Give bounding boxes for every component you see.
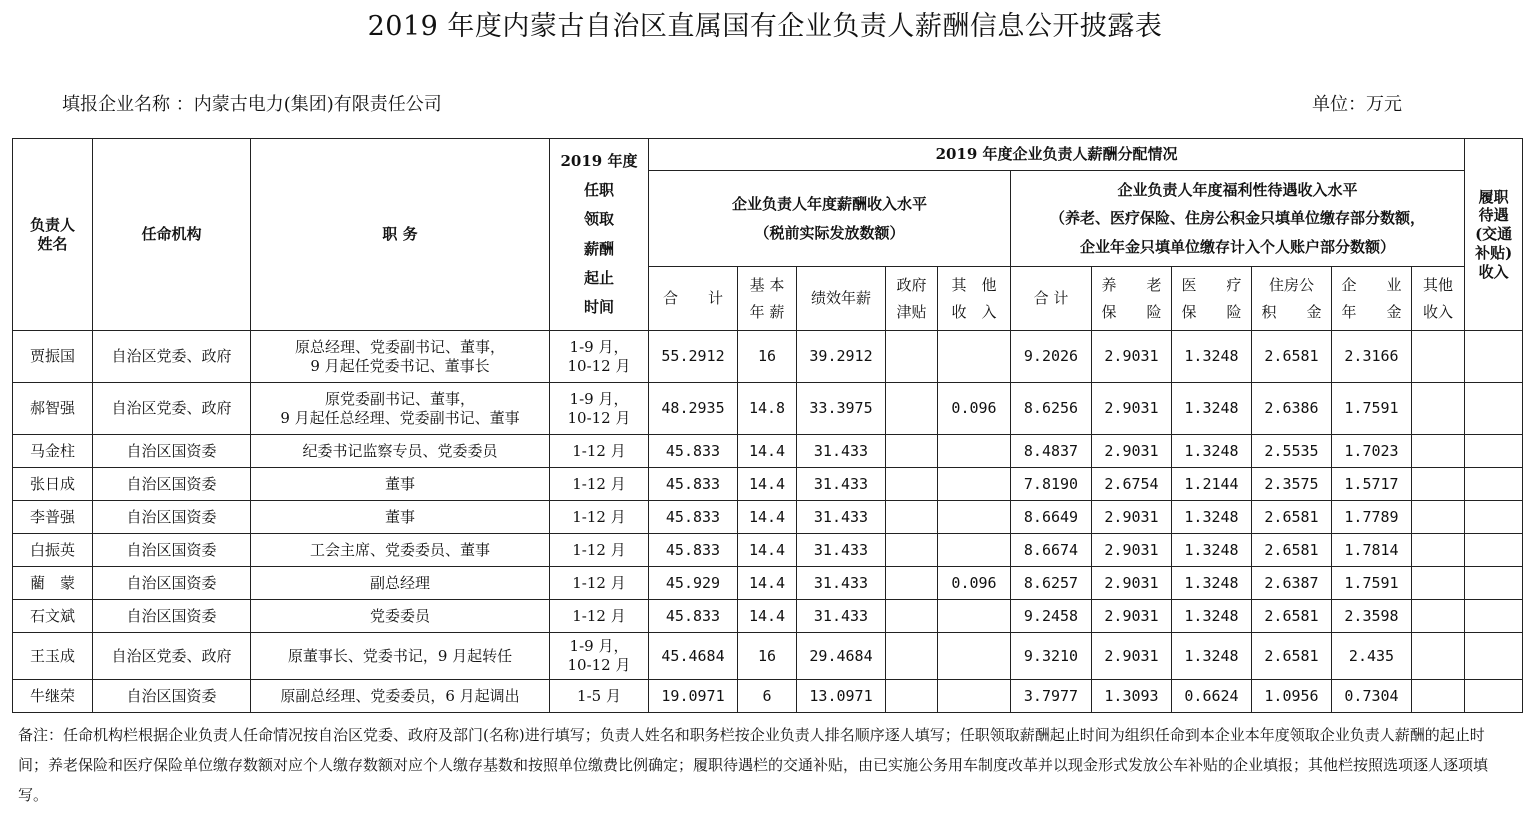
salary-total-cell: 45.833	[649, 501, 738, 534]
housing-fund-cell: 1.0956	[1252, 680, 1332, 713]
gov-allowance-cell	[886, 501, 938, 534]
other-income-cell	[938, 680, 1011, 713]
welfare-total-cell: 7.8190	[1011, 468, 1092, 501]
housing-fund-cell: 2.6581	[1252, 501, 1332, 534]
name-cell: 王玉成	[13, 633, 93, 680]
company-name: 填报企业名称 ：内蒙古电力(集团)有限责任公司	[62, 94, 442, 115]
position-cell-line: 9 月起任党委书记、董事长	[310, 356, 490, 375]
org-cell: 自治区党委、政府	[93, 383, 251, 435]
position-cell-line: 原副总经理、党委委员，6 月起调出	[280, 686, 520, 705]
performance-salary-cell: 33.3975	[797, 383, 886, 435]
housing-fund-cell: 2.6387	[1252, 567, 1332, 600]
header-welfare-other: 其他 收入	[1412, 267, 1465, 331]
period-cell-line: 1-12 月	[572, 573, 626, 592]
org-cell: 自治区党委、政府	[93, 633, 251, 680]
welfare-total-cell: 8.6257	[1011, 567, 1092, 600]
medical-cell: 1.3248	[1172, 331, 1252, 383]
table-header	[13, 139, 1523, 331]
base-salary-cell: 14.4	[738, 435, 797, 468]
pension-cell: 2.9031	[1092, 600, 1172, 633]
pension-cell: 2.9031	[1092, 383, 1172, 435]
base-salary-cell: 14.4	[738, 501, 797, 534]
position-cell-line: 副总经理	[369, 573, 430, 592]
allowance-cell	[1465, 435, 1523, 468]
performance-salary-cell: 39.2912	[797, 331, 886, 383]
medical-cell: 1.3248	[1172, 567, 1252, 600]
table-row	[13, 501, 1523, 534]
header-salary-group: 企业负责人年度薪酬收入水平 （税前实际发放数额）	[649, 171, 1011, 267]
pension-cell: 1.3093	[1092, 680, 1172, 713]
annuity-cell: 1.7789	[1332, 501, 1412, 534]
annuity-cell: 1.7814	[1332, 534, 1412, 567]
gov-allowance-cell	[886, 468, 938, 501]
position-cell-line: 原党委副书记、董事，	[324, 389, 475, 408]
base-salary-cell: 14.4	[738, 468, 797, 501]
position-cell	[251, 468, 550, 501]
other-income-cell	[938, 331, 1011, 383]
gov-allowance-cell	[886, 633, 938, 680]
welfare-other-cell	[1412, 435, 1465, 468]
name-cell: 牛继荣	[13, 680, 93, 713]
position-cell-line: 原董事长、党委书记，9 月起转任	[287, 646, 513, 665]
table-row	[13, 331, 1523, 383]
header-distribution: 2019 年度企业负责人薪酬分配情况	[649, 139, 1465, 171]
welfare-other-cell	[1412, 534, 1465, 567]
org-cell: 自治区国资委	[93, 680, 251, 713]
org-cell: 自治区国资委	[93, 468, 251, 501]
allowance-cell	[1465, 680, 1523, 713]
salary-total-cell: 45.833	[649, 468, 738, 501]
org-cell: 自治区国资委	[93, 501, 251, 534]
housing-fund-cell: 2.6386	[1252, 383, 1332, 435]
period-cell-line: 1-5 月	[577, 686, 621, 705]
header-medical: 医 疗 保 险	[1172, 267, 1252, 331]
header-other-income: 其 他 收 入	[938, 267, 1011, 331]
salary-total-cell: 48.2935	[649, 383, 738, 435]
housing-fund-cell: 2.6581	[1252, 633, 1332, 680]
salary-total-cell: 19.0971	[649, 680, 738, 713]
table-row	[13, 680, 1523, 713]
welfare-total-cell: 8.4837	[1011, 435, 1092, 468]
salary-total-cell: 45.4684	[649, 633, 738, 680]
base-salary-cell: 14.4	[738, 600, 797, 633]
salary-table	[12, 138, 1523, 713]
base-salary-cell: 14.8	[738, 383, 797, 435]
position-cell-line: 董事	[384, 507, 415, 526]
other-income-cell: 0.096	[938, 383, 1011, 435]
period-cell	[550, 567, 649, 600]
name-cell: 石文斌	[13, 600, 93, 633]
period-cell-line: 1-12 月	[572, 606, 626, 625]
allowance-cell	[1465, 331, 1523, 383]
position-cell	[251, 501, 550, 534]
pension-cell: 2.9031	[1092, 501, 1172, 534]
allowance-cell	[1465, 383, 1523, 435]
header-salary-total: 合 计	[649, 267, 738, 331]
pension-cell: 2.9031	[1092, 567, 1172, 600]
name-cell: 李普强	[13, 501, 93, 534]
table-row	[13, 567, 1523, 600]
header-pension: 养 老 保 险	[1092, 267, 1172, 331]
table-row	[13, 468, 1523, 501]
header-welfare-group: 企业负责人年度福利性待遇收入水平 （养老、医疗保险、住房公积金只填单位缴存部分数额， 企业年金只填单位缴存计入个人账户部分数额）	[1011, 171, 1465, 267]
annuity-cell: 2.3598	[1332, 600, 1412, 633]
welfare-other-cell	[1412, 383, 1465, 435]
table-row	[13, 383, 1523, 435]
annuity-cell: 2.3166	[1332, 331, 1412, 383]
housing-fund-cell: 2.6581	[1252, 600, 1332, 633]
header-performance-salary: 绩效年薪	[797, 267, 886, 331]
position-cell	[251, 331, 550, 383]
position-cell	[251, 567, 550, 600]
medical-cell: 1.3248	[1172, 383, 1252, 435]
header-name: 负责人 姓名	[13, 139, 93, 331]
pension-cell: 2.9031	[1092, 435, 1172, 468]
welfare-total-cell: 9.2458	[1011, 600, 1092, 633]
org-cell: 自治区国资委	[93, 600, 251, 633]
annuity-cell: 1.7591	[1332, 383, 1412, 435]
base-salary-cell: 6	[738, 680, 797, 713]
name-cell: 贾振国	[13, 331, 93, 383]
salary-total-cell: 45.833	[649, 435, 738, 468]
name-cell: 藺 蒙	[13, 567, 93, 600]
period-cell	[550, 501, 649, 534]
medical-cell: 1.3248	[1172, 633, 1252, 680]
annuity-cell: 1.7023	[1332, 435, 1412, 468]
period-cell	[550, 680, 649, 713]
allowance-cell	[1465, 600, 1523, 633]
base-salary-cell: 14.4	[738, 567, 797, 600]
allowance-cell	[1465, 567, 1523, 600]
annuity-cell: 2.435	[1332, 633, 1412, 680]
table-row	[13, 600, 1523, 633]
period-cell	[550, 600, 649, 633]
gov-allowance-cell	[886, 534, 938, 567]
welfare-total-cell: 3.7977	[1011, 680, 1092, 713]
position-cell	[251, 680, 550, 713]
other-income-cell	[938, 534, 1011, 567]
performance-salary-cell: 31.433	[797, 534, 886, 567]
gov-allowance-cell	[886, 680, 938, 713]
base-salary-cell: 16	[738, 331, 797, 383]
header-annuity: 企 业 年 金	[1332, 267, 1412, 331]
position-cell	[251, 633, 550, 680]
period-cell-line: 1-9 月，	[569, 389, 629, 408]
salary-total-cell: 55.2912	[649, 331, 738, 383]
medical-cell: 1.3248	[1172, 534, 1252, 567]
period-cell-line: 1-12 月	[572, 474, 626, 493]
annuity-cell: 1.5717	[1332, 468, 1412, 501]
other-income-cell: 0.096	[938, 567, 1011, 600]
medical-cell: 1.3248	[1172, 600, 1252, 633]
table-body	[13, 331, 1523, 713]
performance-salary-cell: 31.433	[797, 600, 886, 633]
other-income-cell	[938, 501, 1011, 534]
performance-salary-cell: 13.0971	[797, 680, 886, 713]
welfare-total-cell: 8.6256	[1011, 383, 1092, 435]
name-cell: 马金柱	[13, 435, 93, 468]
gov-allowance-cell	[886, 331, 938, 383]
header-gov-allowance: 政府 津贴	[886, 267, 938, 331]
position-cell-line: 纪委书记监察专员、党委委员	[302, 441, 498, 460]
other-income-cell	[938, 600, 1011, 633]
base-salary-cell: 16	[738, 633, 797, 680]
other-income-cell	[938, 435, 1011, 468]
position-cell	[251, 600, 550, 633]
period-cell-line: 10-12 月	[567, 408, 631, 427]
position-cell	[251, 435, 550, 468]
position-cell	[251, 534, 550, 567]
performance-salary-cell: 31.433	[797, 501, 886, 534]
name-cell: 郝智强	[13, 383, 93, 435]
welfare-other-cell	[1412, 600, 1465, 633]
period-cell	[550, 633, 649, 680]
annuity-cell: 1.7591	[1332, 567, 1412, 600]
position-cell	[251, 383, 550, 435]
header-org: 任命机构	[93, 139, 251, 331]
org-cell: 自治区党委、政府	[93, 331, 251, 383]
gov-allowance-cell	[886, 600, 938, 633]
footnote: 备注：任命机构栏根据企业负责人任命情况按自治区党委、政府及部门(名称)进行填写；负责人姓名和职务栏按企业负责人排名顺序逐人填写；任职领取薪酬起止时间为组织任命到本企业本年度领取企业负责人薪酬的起止时间；养老保险和医疗保险单位缴存数额对应个人缴存数额对应个人缴存基数和按照单位缴费比例确定；履职待遇栏的交通补贴，由已实施公务用车制度改革并以现金形式发放公车补贴的企业填报；其他栏按照选项逐人逐项填写。	[18, 726, 1489, 804]
housing-fund-cell: 2.3575	[1252, 468, 1332, 501]
performance-salary-cell: 31.433	[797, 468, 886, 501]
position-cell-line: 工会主席、党委委员、董事	[309, 540, 490, 559]
period-cell-line: 1-9 月，	[569, 637, 629, 656]
pension-cell: 2.9031	[1092, 534, 1172, 567]
org-cell: 自治区国资委	[93, 567, 251, 600]
period-cell	[550, 435, 649, 468]
base-salary-cell: 14.4	[738, 534, 797, 567]
medical-cell: 1.3248	[1172, 435, 1252, 468]
period-cell	[550, 468, 649, 501]
salary-total-cell: 45.833	[649, 534, 738, 567]
pension-cell: 2.9031	[1092, 331, 1172, 383]
salary-total-cell: 45.833	[649, 600, 738, 633]
welfare-total-cell: 9.3210	[1011, 633, 1092, 680]
org-cell: 自治区国资委	[93, 534, 251, 567]
header-housing-fund: 住房公 积 金	[1252, 267, 1332, 331]
position-cell-line: 董事	[384, 474, 415, 493]
header-position: 职 务	[251, 139, 550, 331]
pension-cell: 2.9031	[1092, 633, 1172, 680]
period-cell-line: 1-12 月	[572, 507, 626, 526]
position-cell-line: 原总经理、党委副书记、董事，	[294, 337, 505, 356]
header-period: 2019 年度 任职 领取 薪酬 起止 时间	[550, 139, 649, 331]
header-allowance: 履职 待遇 (交通 补贴) 收入	[1465, 139, 1523, 331]
other-income-cell	[938, 633, 1011, 680]
allowance-cell	[1465, 633, 1523, 680]
name-cell: 白振英	[13, 534, 93, 567]
welfare-other-cell	[1412, 567, 1465, 600]
period-cell	[550, 534, 649, 567]
performance-salary-cell: 29.4684	[797, 633, 886, 680]
welfare-total-cell: 8.6674	[1011, 534, 1092, 567]
welfare-other-cell	[1412, 633, 1465, 680]
medical-cell: 0.6624	[1172, 680, 1252, 713]
welfare-total-cell: 8.6649	[1011, 501, 1092, 534]
gov-allowance-cell	[886, 383, 938, 435]
performance-salary-cell: 31.433	[797, 435, 886, 468]
welfare-total-cell: 9.2026	[1011, 331, 1092, 383]
gov-allowance-cell	[886, 567, 938, 600]
table-row	[13, 435, 1523, 468]
period-cell-line: 10-12 月	[567, 656, 631, 674]
header-base-salary: 基 本 年 薪	[738, 267, 797, 331]
gov-allowance-cell	[886, 435, 938, 468]
page-title: 2019 年度内蒙古自治区直属国有企业负责人薪酬信息公开披露表	[367, 11, 1163, 42]
name-cell: 张日成	[13, 468, 93, 501]
table-row	[13, 534, 1523, 567]
welfare-other-cell	[1412, 501, 1465, 534]
medical-cell: 1.2144	[1172, 468, 1252, 501]
period-cell-line: 10-12 月	[567, 356, 631, 375]
allowance-cell	[1465, 501, 1523, 534]
allowance-cell	[1465, 534, 1523, 567]
period-cell-line: 1-9 月，	[569, 337, 629, 356]
welfare-other-cell	[1412, 331, 1465, 383]
salary-total-cell: 45.929	[649, 567, 738, 600]
header-welfare-total: 合 计	[1011, 267, 1092, 331]
period-cell	[550, 331, 649, 383]
housing-fund-cell: 2.6581	[1252, 534, 1332, 567]
performance-salary-cell: 31.433	[797, 567, 886, 600]
pension-cell: 2.6754	[1092, 468, 1172, 501]
medical-cell: 1.3248	[1172, 501, 1252, 534]
position-cell-line: 党委委员	[369, 606, 430, 625]
position-cell-line: 9 月起任总经理、党委副书记、董事	[280, 408, 520, 427]
allowance-cell	[1465, 468, 1523, 501]
welfare-other-cell	[1412, 468, 1465, 501]
annuity-cell: 0.7304	[1332, 680, 1412, 713]
housing-fund-cell: 2.6581	[1252, 331, 1332, 383]
period-cell-line: 1-12 月	[572, 441, 626, 460]
unit-label: 单位：万元	[1312, 94, 1402, 115]
org-cell: 自治区国资委	[93, 435, 251, 468]
other-income-cell	[938, 468, 1011, 501]
table-row	[13, 633, 1523, 680]
period-cell-line: 1-12 月	[572, 540, 626, 559]
welfare-other-cell	[1412, 680, 1465, 713]
housing-fund-cell: 2.5535	[1252, 435, 1332, 468]
period-cell	[550, 383, 649, 435]
